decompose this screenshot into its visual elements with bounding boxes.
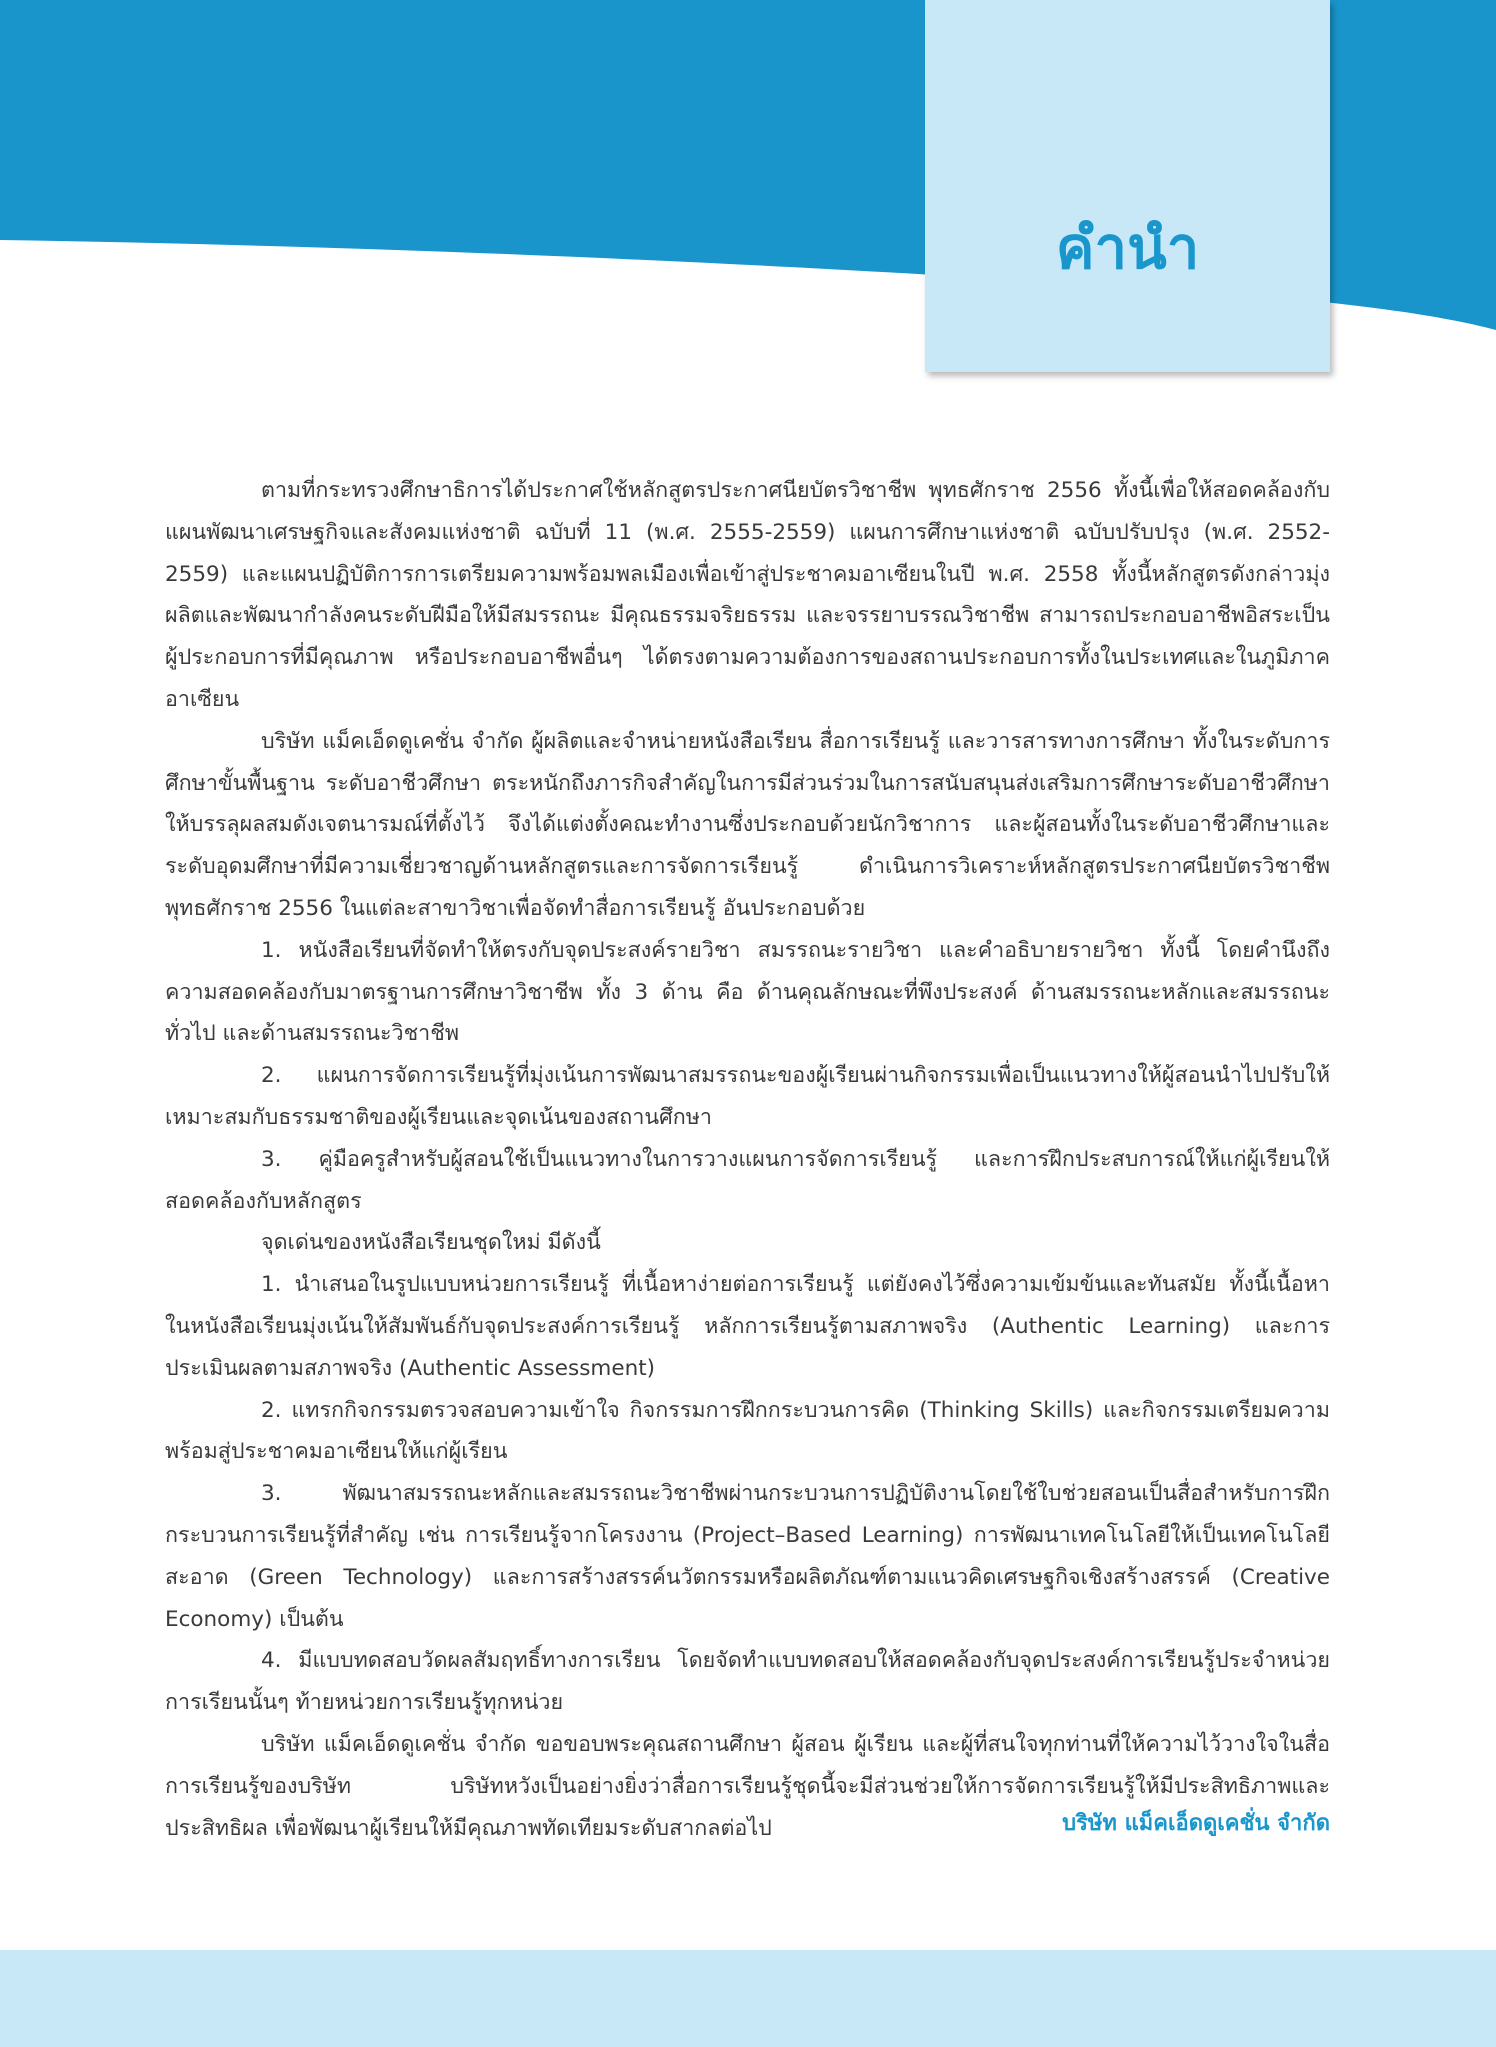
title-box [925,0,1330,372]
highlight-item-3: 3. พัฒนาสมรรถนะหลักและสมรรถนะวิชาชีพผ่านกระบวนการปฏิบัติงานโดยใช้ใบช่วยสอนเป็นสื่อสำหรับการฝึกกระบวนการเรียนรู้ที่สำคัญ เช่น การเรียนรู้จากโครงงาน (Project–Based Learning) การพัฒนาเทคโนโลยีให้เป็นเทคโนโลยีสะอาด (Green Technology) และการสร้างสรรค์นวัตกรรมหรือผลิตภัณฑ์ตามแนวคิดเศรษฐกิจเชิงสร้างสรรค์ (Creative Economy) เป็นต้น [165,1481,1330,1632]
highlight-item-1: 1. นำเสนอในรูปแบบหน่วยการเรียนรู้ ที่เนื้อหาง่ายต่อการเรียนรู้ แต่ยังคงไว้ซึ่งความเข้มข้นและทันสมัย ทั้งนี้เนื้อหาในหนังสือเรียนมุ่งเน้นให้สัมพันธ์กับจุดประสงค์การเรียนรู้ หลักการเรียนรู้ตามสภาพจริง (Authentic Learning) และการประเมินผลตามสภาพจริง (Authentic Assessment) [165,1272,1330,1381]
paragraph-intro: ตามที่กระทรวงศึกษาธิการได้ประกาศใช้หลักสูตรประกาศนียบัตรวิชาชีพ พุทธศักราช 2556 ทั้งนี้เพื่อให้สอดคล้องกับแผนพัฒนาเศรษฐกิจและสังคมแห่งชาติ ฉบับที่ 11 (พ.ศ. 2555-2559) แผนการศึกษาแห่งชาติ ฉบับปรับปรุง (พ.ศ. 2552-2559) และแผนปฏิบัติการการเตรียมความพร้อมพลเมืองเพื่อเข้าสู่ประชาคมอาเซียนในปี พ.ศ. 2558 ทั้งนี้หลักสูตรดังกล่าวมุ่งผลิตและพัฒนากำลังคนระดับฝีมือให้มีสมรรถนะ มีคุณธรรมจริยธรรม และจรรยาบรรณวิชาชีพ สามารถประกอบอาชีพอิสระเป็นผู้ประกอบการที่มีคุณภาพ หรือประกอบอาชีพอื่นๆ ได้ตรงตามความต้องการของสถานประกอบการทั้งในประเทศและในภูมิภาคอาเซียน [165,478,1330,712]
highlight-item-2: 2. แทรกกิจกรรมตรวจสอบความเข้าใจ กิจกรรมการฝึกกระบวนการคิด (Thinking Skills) และกิจกรรมเตรียมความพร้อมสู่ประชาคมอาเซียนให้แก่ผู้เรียน [165,1397,1330,1465]
list-item-teacher-guide: 3. คู่มือครูสำหรับผู้สอนใช้เป็นแนวทางในการวางแผนการจัดการเรียนรู้ และการฝึกประสบการณ์ให้แก่ผู้เรียนให้สอดคล้องกับหลักสูตร [165,1146,1330,1214]
paragraph-company: บริษัท แม็คเอ็ดดูเคชั่น จำกัด ผู้ผลิตและจำหน่ายหนังสือเรียน สื่อการเรียนรู้ และวารสารทางการศึกษา ทั้งในระดับการศึกษาขั้นพื้นฐาน ระดับอาชีวศึกษา ตระหนักถึงภารกิจสำคัญในการมีส่วนร่วมในการสนับสนุนส่งเสริมการศึกษาระดับอาชีวศึกษาให้บรรลุผลสมดังเจตนารมณ์ที่ตั้งไว้ จึงได้แต่งตั้งคณะทำงานซึ่งประกอบด้วยนักวิชาการ และผู้สอนทั้งในระดับอาชีวศึกษาและระดับอุดมศึกษาที่มีความเชี่ยวชาญด้านหลักสูตรและการจัดการเรียนรู้ ดำเนินการวิเคราะห์หลักสูตรประกาศนียบัตรวิชาชีพ พุทธศักราช 2556 ในแต่ละสาขาวิชาเพื่อจัดทำสื่อการเรียนรู้ อันประกอบด้วย [165,728,1330,921]
list-item-textbook: 1. หนังสือเรียนที่จัดทำให้ตรงกับจุดประสงค์รายวิชา สมรรถนะรายวิชา และคำอธิบายรายวิชา ทั้งนี้ โดยคำนึงถึงความสอดคล้องกับมาตรฐานการศึกษาวิชาชีพ ทั้ง 3 ด้าน คือ ด้านคุณลักษณะที่พึงประสงค์ ด้านสมรรถนะหลักและสมรรถนะทั่วไป และด้านสมรรถนะวิชาชีพ [165,937,1330,1047]
footer-band [0,1950,1496,2047]
highlights-heading: จุดเด่นของหนังสือเรียนชุดใหม่ มีดังนี้ [261,1230,601,1256]
page-title: คำนำ [1055,214,1200,282]
signature: บริษัท แม็คเอ็ดดูเคชั่น จำกัด [1062,1811,1330,1836]
preface-body [165,470,1330,1849]
list-item-lesson-plan: 2. แผนการจัดการเรียนรู้ที่มุ่งเน้นการพัฒนาสมรรถนะของผู้เรียนผ่านกิจกรรมเพื่อเป็นแนวทางให้ผู้สอนนำไปปรับให้เหมาะสมกับธรรมชาติของผู้เรียนและจุดเน้นของสถานศึกษา [165,1063,1330,1130]
paragraph-thanks: บริษัท แม็คเอ็ดดูเคชั่น จำกัด ขอขอบพระคุณสถานศึกษา ผู้สอน ผู้เรียน และผู้ที่สนใจทุกท่านที่ให้ความไว้วางใจในสื่อการเรียนรู้ของบริษัท บริษัทหวังเป็นอย่างยิ่งว่าสื่อการเรียนรู้ชุดนี้จะมีส่วนช่วยให้การจัดการเรียนรู้ให้มีประสิทธิภาพและประสิทธิผล เพื่อพัฒนาผู้เรียนให้มีคุณภาพทัดเทียมระดับสากลต่อไป [165,1731,1330,1841]
highlight-item-4: 4. มีแบบทดสอบวัดผลสัมฤทธิ์ทางการเรียน โดยจัดทำแบบทดสอบให้สอดคล้องกับจุดประสงค์การเรียนรู้ประจำหน่วยการเรียนนั้นๆ ท้ายหน่วยการเรียนรู้ทุกหน่วย [165,1648,1330,1716]
